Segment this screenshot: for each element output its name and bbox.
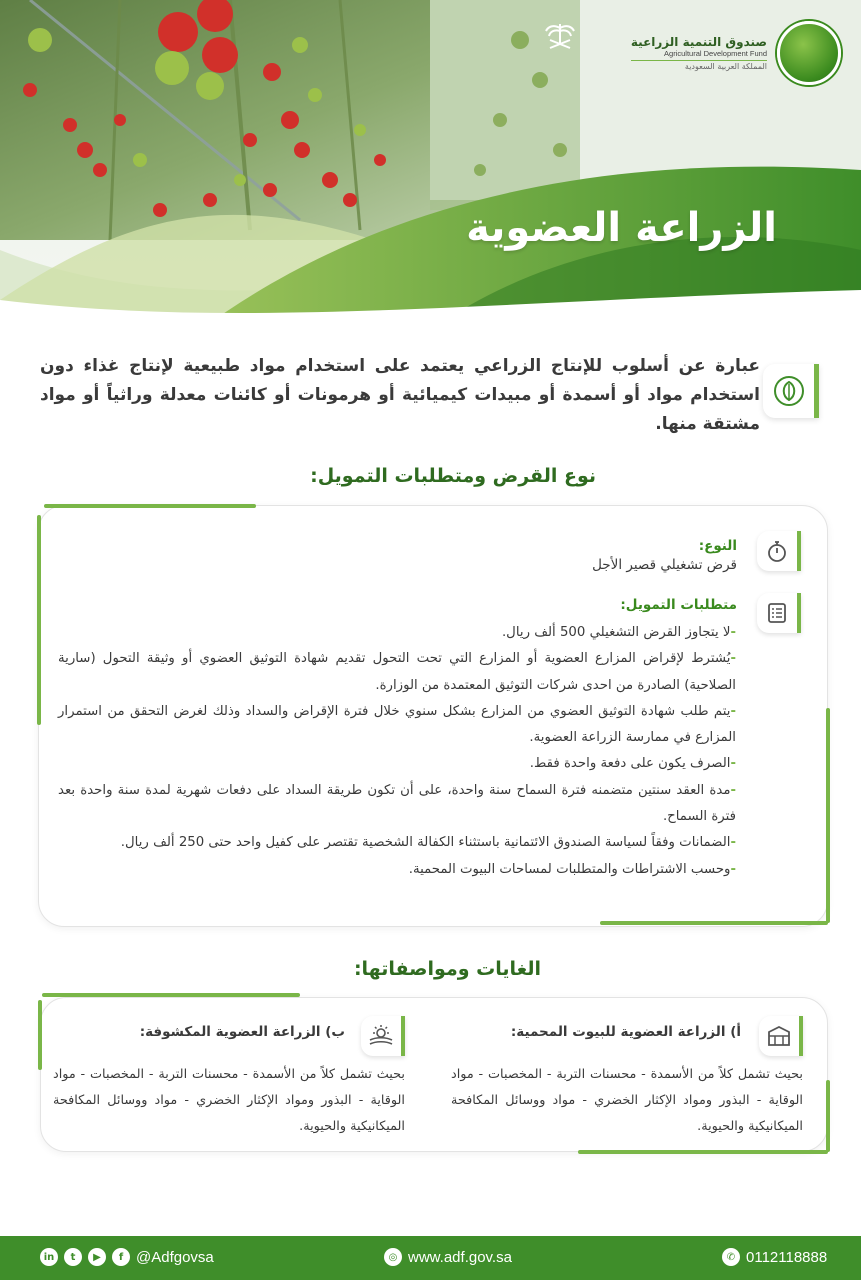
open-field-title: ب) الزراعة العضوية المكشوفة: (139, 1024, 345, 1040)
organic-leaf-seal-icon (763, 364, 819, 418)
requirement-item: -لا يتجاوز القرض التشغيلي 500 ألف ريال. (501, 625, 736, 640)
phone-link[interactable] (722, 1248, 827, 1266)
footer-bar (0, 1236, 861, 1280)
phone-icon: ✆ (722, 1248, 740, 1266)
goals-section-heading: الغايات ومواصفاتها: (353, 958, 541, 980)
requirement-item: -وحسب الاشتراطات والمتطلبات لمساحات البيوت المحمية. (408, 861, 736, 877)
requirement-item: -مدة العقد سنتين متضمنه فترة السماح سنة واحدة، على أن تكون طريقة السداد على دفعات شهرية لمدة سنة واحدة بعد فترة السماح. (58, 782, 736, 825)
card-accent-top (44, 504, 256, 508)
phone-text: 0112118888 (746, 1248, 828, 1266)
requirement-item: -الصرف يكون على دفعة واحدة فقط. (529, 756, 736, 772)
youtube-icon[interactable]: ▶ (88, 1248, 106, 1266)
sun-field-icon (361, 1016, 405, 1056)
requirement-item: -يتم طلب شهادة التوثيق العضوي من المزارع بشكل سنوي خلال فترة الإقراض والسداد وذلك لغرض التحقق من استمرار المزارع في ممارسة الزراعة العضوية. (58, 703, 736, 746)
requirement-item: -الضمانات وفقاً لسياسة الصندوق الائتمانية باستثناء الكفالة الشخصية تقتصر على كفيل واحد حتى 250 ألف ريال. (120, 835, 736, 851)
goals-accent-bottom (578, 1150, 828, 1154)
facebook-icon[interactable]: f (112, 1248, 130, 1266)
intro-paragraph: عبارة عن أسلوب للإنتاج الزراعي يعتمد على استخدام مواد طبيعية لإنتاج غذاء دون استخدام مواد أو أسمدة أو مبيدات كيميائية أو هرمونات أو كائنات معدلة وراثياً أو مواد مشتقة منها. (40, 356, 760, 434)
loan-section-heading: نوع القرض ومتطلبات التمويل: (310, 465, 596, 487)
requirements-label: متطلبات التمويل: (620, 597, 737, 613)
goals-accent-top (42, 993, 300, 997)
loan-type-label: النوع: (698, 538, 737, 554)
stopwatch-icon (757, 531, 801, 571)
twitter-icon[interactable]: t (64, 1248, 82, 1266)
requirement-item: -يُشترط لإقراض المزارع العضوية أو المزارع التي تحت التحول تقديم شهادة التوثيق العضوي أو وثيقة التحول (سارية الصلاحية) الصادرة من احدى شركات التوثيق المعتمدة من الوزارة. (58, 651, 736, 693)
brand-name-ar: صندوق التنمية الزراعية (630, 35, 767, 49)
brand-name-en: Agricultural Development Fund (664, 49, 767, 58)
brand-country: المملكة العربية السعودية (631, 60, 767, 71)
greenhouse-title: أ) الزراعة العضوية للبيوت المحمية: (510, 1024, 741, 1040)
globe-icon: ◎ (384, 1248, 402, 1266)
requirements-list (58, 620, 736, 883)
website-text: www.adf.gov.sa (408, 1248, 512, 1266)
goals-accent-left (38, 1000, 42, 1070)
brand-logo (541, 18, 841, 88)
hero-banner (0, 0, 861, 330)
card-accent-right (826, 708, 830, 923)
palm-logo-icon (777, 21, 841, 85)
website-link[interactable] (384, 1248, 512, 1266)
checklist-document-icon (757, 593, 801, 633)
loan-type-value: قرض تشغيلي قصير الأجل (592, 557, 737, 573)
greenhouse-icon (759, 1016, 803, 1056)
social-handle[interactable]: @Adfgovsa (136, 1248, 214, 1266)
card-accent-left (37, 515, 41, 725)
page-title: الزراعة العضوية (466, 205, 777, 251)
linkedin-icon[interactable]: in (40, 1248, 58, 1266)
open-field-body: بحيث تشمل كلاً من الأسمدة - محسنات التربة - المخصبات - مواد الوقاية - البذور ومواد الإكثار الخضري - مواد ووسائل المكافحة الميكانيكية والحيوية. (53, 1067, 405, 1134)
social-links (40, 1248, 214, 1266)
goals-accent-right (826, 1080, 830, 1152)
greenhouse-body: بحيث تشمل كلاً من الأسمدة - محسنات التربة - المخصبات - مواد الوقاية - البذور ومواد الإكثار الخضري - مواد ووسائل المكافحة الميكانيكية والحيوية. (451, 1067, 803, 1134)
card-accent-bottom (600, 921, 828, 925)
